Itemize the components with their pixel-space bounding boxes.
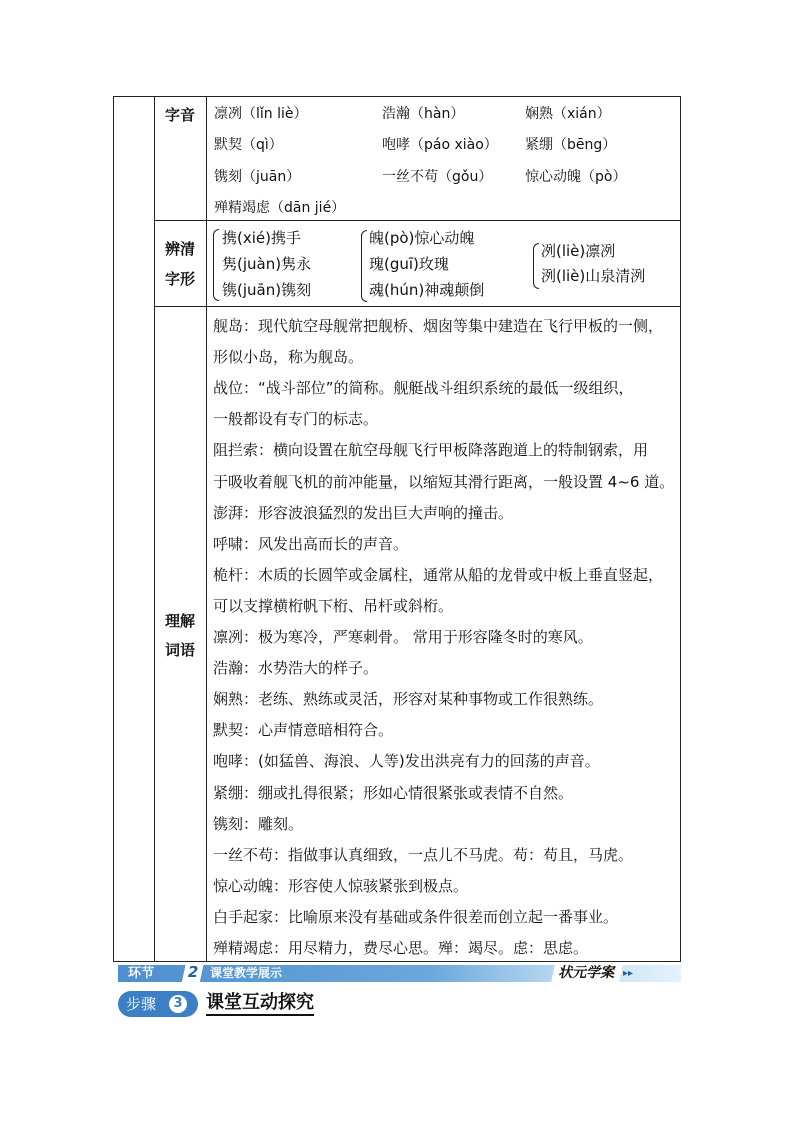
banner-prefix: 环节 (128, 966, 155, 981)
vocabulary-table (113, 96, 681, 962)
banner-number: 2 (182, 962, 204, 982)
definition-line: 形似小岛，称为舰岛。 (213, 348, 364, 367)
char-form-entry: 洌(liè)山泉清洌 (541, 267, 646, 285)
definition-line: 默契：心声情意暗相符合。 (213, 721, 394, 740)
row-label-words-line2: 词语 (164, 641, 195, 659)
char-form-entry: 魂(hún)神魂颠倒 (369, 281, 485, 299)
pronunciation-entry: 咆哮（páo xiào） (382, 137, 498, 153)
definition-line: 娴熟：老练、熟练或灵活，形容对某种事物或工作很熟练。 (213, 690, 604, 709)
definition-line: 惊心动魄：形容使人惊骇紧张到极点。 (213, 876, 469, 895)
char-form-entry: 瑰(guī)玫瑰 (369, 255, 449, 273)
definition-line: 呼啸：风发出高而长的声音。 (213, 534, 409, 553)
pronunciation-entry: 娴熟（xián） (525, 106, 611, 122)
table-divider (154, 97, 155, 961)
pronunciation-entry: 紧绷（bēng） (525, 137, 617, 153)
definition-line: 澎湃：形容波浪猛烈的发出巨大声响的撞击。 (213, 503, 514, 522)
step-number: 3 (169, 995, 187, 1013)
table-row-divider (154, 306, 680, 307)
section-banner (118, 965, 681, 982)
char-form-entry: 镌(juān)镌刻 (222, 281, 312, 299)
pronunciation-entry: 镌刻（juān） (214, 169, 301, 185)
brace-icon (361, 230, 367, 302)
step-pill (118, 991, 198, 1017)
definition-line: 咆哮：(如猛兽、海浪、人等)发出洪亮有力的回荡的声音。 (213, 752, 600, 771)
pronunciation-entry: 凛冽（lǐn liè） (214, 106, 308, 122)
table-divider (206, 97, 207, 961)
row-label-distinguish-line2: 字形 (164, 270, 195, 288)
step-title: 课堂互动探究 (206, 992, 314, 1016)
definition-line: 于吸收着舰飞机的前冲能量，以缩短其滑行距离，一般设置 4~6 道。 (213, 472, 675, 491)
pronunciation-entry: 浩瀚（hàn） (382, 106, 465, 122)
definition-line: 殚精竭虑：用尽精力，费尽心思。殚：竭尽。虑：思虑。 (213, 939, 589, 957)
table-row-divider (154, 220, 680, 221)
char-form-entry: 隽(juàn)隽永 (222, 255, 312, 273)
step-label: 步骤 (126, 995, 157, 1013)
definition-line: 阻拦索：横向设置在航空母舰飞行甲板降落跑道上的特制钢索，用 (213, 441, 649, 460)
definition-line: 一丝不苟：指做事认真细致，一点儿不马虎。苟：苟且，马虎。 (213, 845, 634, 864)
double-arrow-icon: ▸▸ (622, 968, 633, 979)
definition-line: 白手起家：比喻原来没有基础或条件很差而创立起一番事业。 (213, 907, 619, 926)
definition-line: 镌刻：雕刻。 (213, 814, 304, 833)
definition-line: 战位：“战斗部位”的简称。舰艇战斗组织系统的最低一级组织， (213, 379, 634, 398)
pronunciation-entry: 殚精竭虑（dān jié） (214, 200, 346, 216)
pronunciation-entry: 默契（qì） (214, 137, 283, 153)
definition-line: 凛冽：极为寒冷，严寒刺骨。 常用于形容隆冬时的寒风。 (213, 628, 593, 646)
definition-line: 可以支撑横桁帆下桁、吊杆或斜桁。 (213, 596, 454, 615)
definition-line: 紧绷：绷或扎得很紧；形如心情很紧张或表情不自然。 (213, 783, 574, 802)
brace-icon (213, 229, 219, 301)
brace-icon (533, 243, 539, 289)
banner-title: 课堂教学展示 (210, 966, 283, 980)
pronunciation-entry: 惊心动魄（pò） (525, 169, 627, 185)
char-form-entry: 魄(pò)惊心动魄 (369, 229, 475, 247)
row-label-pronunciation: 字音 (164, 106, 195, 124)
char-form-entry: 冽(liè)凛冽 (541, 242, 616, 260)
row-label-words-line1: 理解 (164, 612, 195, 630)
definition-line: 一般都设有专门的标志。 (213, 410, 379, 429)
pronunciation-entry: 一丝不苟（gǒu） (382, 169, 493, 185)
row-label-distinguish-line1: 辨清 (164, 240, 195, 258)
banner-brand: 状元学案 (551, 964, 623, 983)
char-form-entry: 携(xié)携手 (222, 229, 301, 247)
definition-line: 浩瀚：水势浩大的样子。 (213, 659, 379, 678)
definition-line: 桅杆：木质的长圆竿或金属柱，通常从船的龙骨或中板上垂直竖起， (213, 565, 664, 584)
definition-line: 舰岛：现代航空母舰常把舰桥、烟囱等集中建造在飞行甲板的一侧， (213, 317, 664, 335)
